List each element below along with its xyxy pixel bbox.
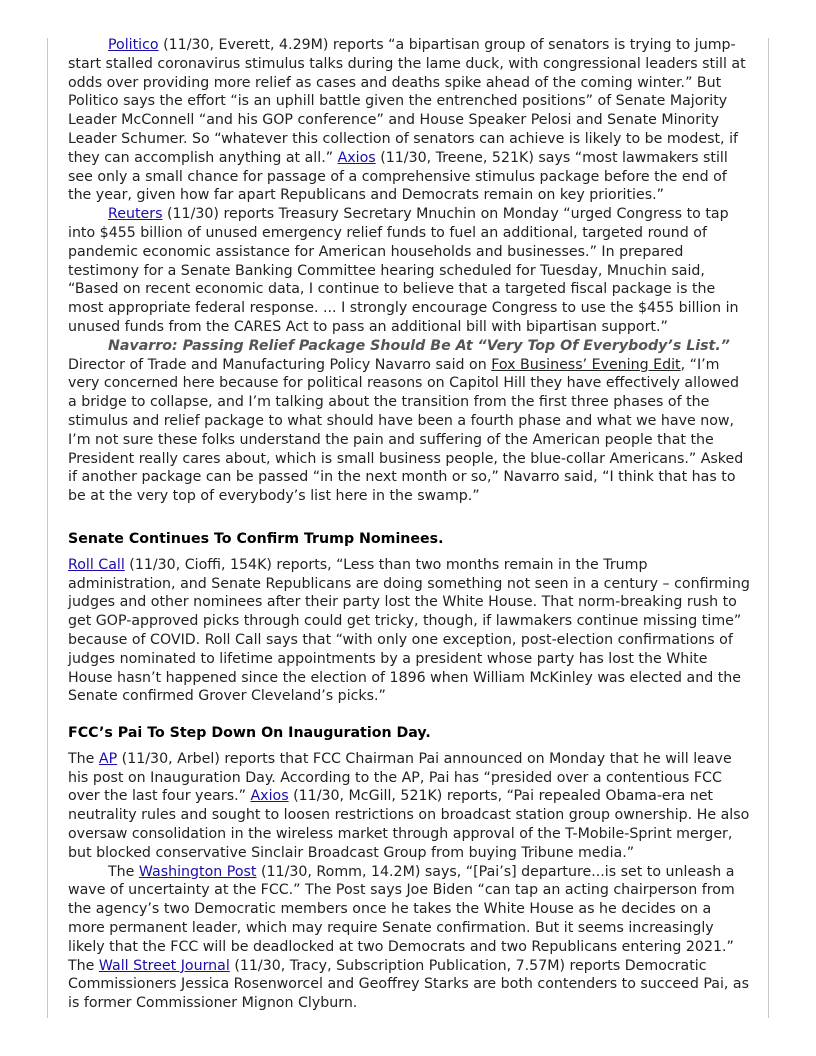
navarro-text-1: Director of Trade and Manufacturing Policy Navarro said on xyxy=(68,356,492,373)
wsj-text: (11/30, Tracy, Subscription Publication, 7.57M) reports Democratic Commissioners Jessica Rosenworcel and Geoffrey Starks are both contenders to succeed Pai, as is former Commissioner Mignon Clyburn. xyxy=(68,957,750,1012)
washington-post-link[interactable]: Washington Post xyxy=(138,863,257,880)
axios-text: (11/30, Treene, 521K) says “most lawmakers still see only a small chance for passage of a comprehensive stimulus package before the end of the year, given how far apart Republicans and Democrats remain on key priorities.” xyxy=(68,149,728,204)
senate-nominees-heading: Senate Continues To Confirm Trump Nominees. xyxy=(68,530,444,547)
left-margin-rule xyxy=(47,38,48,1018)
article-body xyxy=(68,36,751,1013)
politico-text: (11/30, Everett, 4.29M) reports “a bipartisan group of senators is trying to jump-start stalled coronavirus stimulus talks during the lame duck, with congressional leaders still at odds over providing more relief as cases and deaths spike ahead of the coming winter.” But Politico says the effort “is an uphill battle given the entrenched positions” of Senate Majority Leader McConnell “and his GOP conference” and House Speaker Pelosi and Senate Minority Leader Schumer. So “whatever this collection of senators can achieve is likely to be modest, if they can accomplish anything at all.” xyxy=(68,37,746,166)
wapo-text: (11/30, Romm, 14.2M) says, “[Pai’s] departure...is set to unleash a wave of uncertainty at the FCC.” The Post says Joe Biden “can tap an acting chairperson from the agency’s two Democratic members once he takes the White House as he decides on a more permanent leader, which may require Senate confirmation. But it seems increasingly likely that the FCC will be deadlocked at two Democrats and two Republicans entering 2021.” The xyxy=(68,863,735,974)
navarro-text-2: , “I’m very concerned here because for political reasons on Capitol Hill they have effectively allowed a bridge to collapse, and I’m talking about the transition from the first three phases of the stimulus and relief package to what should have been a fourth phase and what we have now, I’m not sure these folks understand the pain and suffering of the American people that the President really cares about, which is small business people, the blue-collar Americans.” Asked if another package can be passed “in the next month or so,” Navarro said, “I think that has to be at the very top of everybody’s list here in the swamp.” xyxy=(68,356,744,505)
wall-street-journal-link[interactable]: Wall Street Journal xyxy=(98,957,230,974)
axios-fcc-text: (11/30, McGill, 521K) reports, “Pai repealed Obama-era net neutrality rules and sought to loosen restrictions on broadcast station group ownership. He also oversaw consolidation in the wireless market through approval of the T-Mobile-Sprint merger, but blocked conservative Sinclair Broadcast Group from buying Tribune media.” xyxy=(68,788,750,861)
axios-fcc-link[interactable]: Axios xyxy=(250,788,289,805)
roll-call-link[interactable]: Roll Call xyxy=(68,556,125,573)
navarro-subheading: Navarro: Passing Relief Package Should Be At “Very Top Of Everybody’s List.” xyxy=(108,337,730,354)
wapo-intro-text: The xyxy=(108,863,139,880)
reuters-paragraph xyxy=(68,205,751,337)
reuters-text: (11/30) reports Treasury Secretary Mnuchin on Monday “urged Congress to tap into $455 billion of unused emergency relief funds to fuel an additional, targeted round of pandemic economic assistance for American households and businesses.” In prepared testimony for a Senate Banking Committee hearing scheduled for Tuesday, Mnuchin said, “Based on recent economic data, I continue to believe that a targeted fiscal package is the most appropriate federal response. ... I strongly encourage Congress to use the $455 billion in unused funds from the CARES Act to pass an additional bill with bipartisan support.” xyxy=(68,206,739,335)
ap-link[interactable]: AP xyxy=(98,750,118,767)
politico-link[interactable]: Politico xyxy=(108,37,159,53)
ap-intro-text: The xyxy=(68,750,99,767)
fox-business-link[interactable]: Fox Business’ Evening Edit xyxy=(491,356,681,373)
roll-call-text: (11/30, Cioffi, 154K) reports, “Less than two months remain in the Trump administration, and Senate Republicans are doing something not seen in a century – confirming judges and other nominees after their party lost the White House. That norm-breaking rush to get GOP-approved picks through could get tricky, though, if lawmakers continue missing time” because of COVID. Roll Call says that “with only one exception, post-election confirmations of judges nominated to lifetime appointments by a president whose party has lost the White House hasn’t happened since the election of 1896 when William McKinley was elected and the Senate confirmed Grover Cleveland’s picks.” xyxy=(68,556,750,705)
reuters-link[interactable]: Reuters xyxy=(108,206,163,223)
ap-text: (11/30, Arbel) reports that FCC Chairman Pai announced on Monday that he will leave his post on Inauguration Day. According to the AP, Pai has “presided over a contentious FCC over the last four years.” xyxy=(68,750,732,805)
right-margin-rule xyxy=(768,38,769,1018)
politico-paragraph xyxy=(68,36,751,205)
navarro-paragraph xyxy=(68,337,751,506)
ap-paragraph xyxy=(68,750,751,863)
roll-call-paragraph xyxy=(68,556,751,706)
axios-link[interactable]: Axios xyxy=(337,149,376,166)
fcc-pai-heading: FCC’s Pai To Step Down On Inauguration Day. xyxy=(68,725,431,742)
washington-post-paragraph xyxy=(68,863,751,1013)
